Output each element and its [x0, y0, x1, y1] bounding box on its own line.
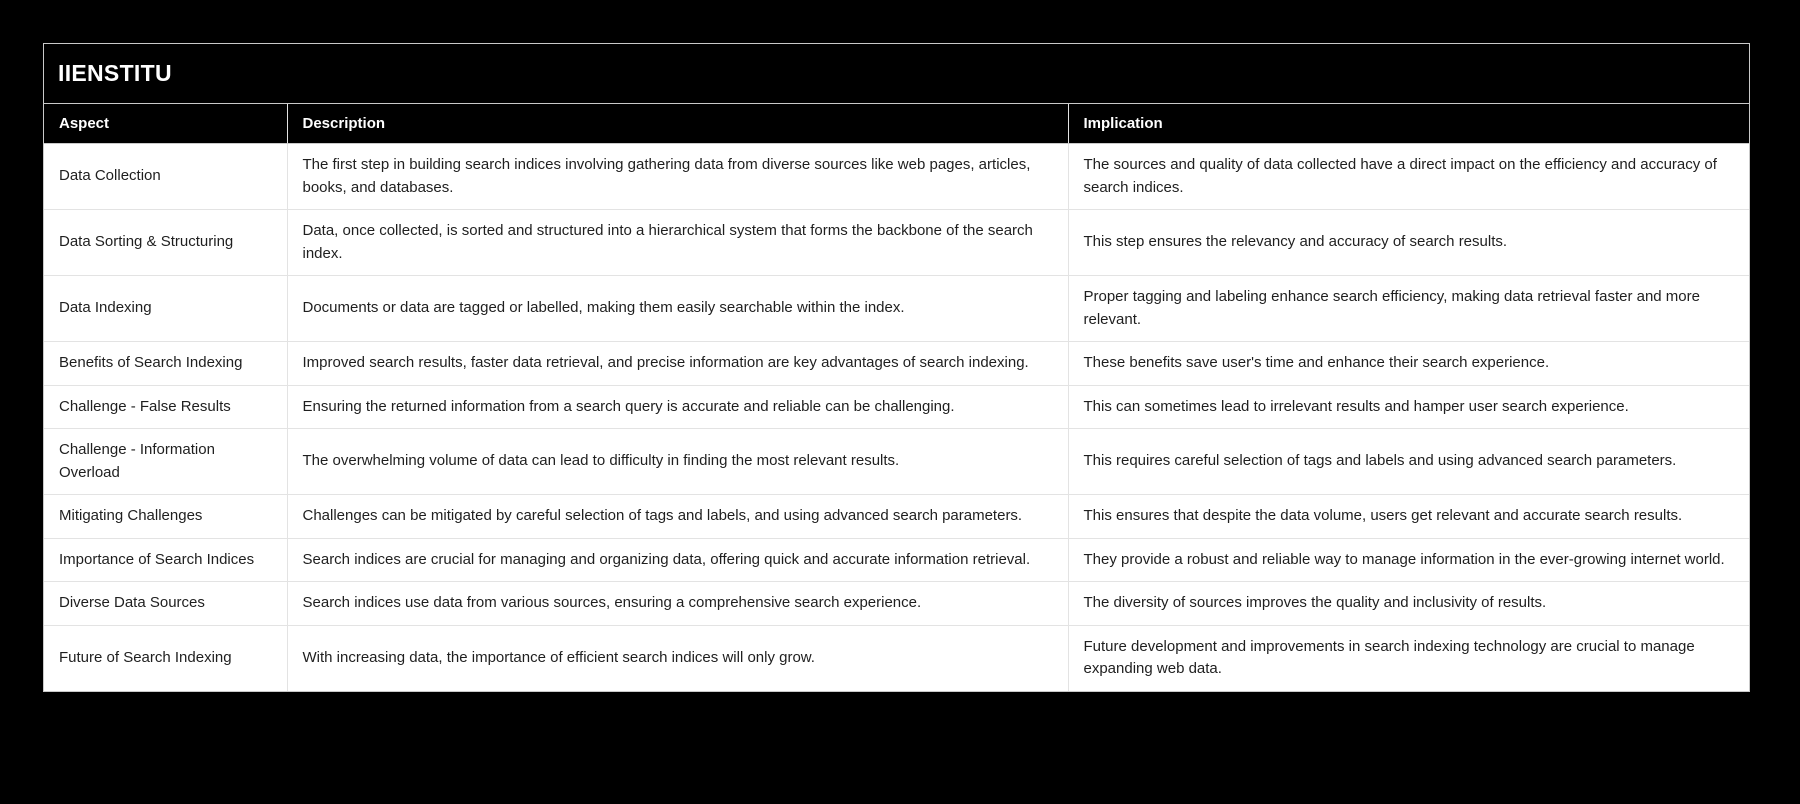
table-row: [44, 210, 1749, 276]
description-cell: With increasing data, the importance of efficient search indices will only grow.: [287, 625, 1068, 691]
description-cell: The first step in building search indices involving gathering data from diverse sources like web pages, articles, books, and databases.: [287, 144, 1068, 210]
aspect-cell: Data Indexing: [44, 276, 287, 342]
table-container: [43, 43, 1750, 692]
description-cell: Search indices are crucial for managing and organizing data, offering quick and accurate information retrieval.: [287, 538, 1068, 582]
table-row: [44, 144, 1749, 210]
table-row: [44, 495, 1749, 539]
table-header: [44, 104, 1749, 144]
description-cell: Improved search results, faster data retrieval, and precise information are key advantages of search indexing.: [287, 342, 1068, 386]
aspect-cell: Challenge - False Results: [44, 385, 287, 429]
table-row: [44, 385, 1749, 429]
description-cell: The overwhelming volume of data can lead to difficulty in finding the most relevant results.: [287, 429, 1068, 495]
description-cell: Search indices use data from various sources, ensuring a comprehensive search experience.: [287, 582, 1068, 626]
table-title: IIENSTITU: [44, 44, 1749, 104]
table-row: [44, 342, 1749, 386]
table-row: [44, 429, 1749, 495]
aspect-cell: Mitigating Challenges: [44, 495, 287, 539]
implication-cell: This ensures that despite the data volume, users get relevant and accurate search results.: [1068, 495, 1749, 539]
implication-cell: The diversity of sources improves the quality and inclusivity of results.: [1068, 582, 1749, 626]
table-row: [44, 625, 1749, 691]
table-row: [44, 538, 1749, 582]
implication-cell: Future development and improvements in search indexing technology are crucial to manage expanding web data.: [1068, 625, 1749, 691]
column-header-aspect: Aspect: [44, 104, 287, 144]
implication-cell: They provide a robust and reliable way to manage information in the ever-growing internet world.: [1068, 538, 1749, 582]
description-cell: Challenges can be mitigated by careful selection of tags and labels, and using advanced search parameters.: [287, 495, 1068, 539]
data-table: [44, 104, 1749, 691]
column-header-description: Description: [287, 104, 1068, 144]
table-row: [44, 582, 1749, 626]
description-cell: Ensuring the returned information from a search query is accurate and reliable can be challenging.: [287, 385, 1068, 429]
implication-cell: This step ensures the relevancy and accuracy of search results.: [1068, 210, 1749, 276]
aspect-cell: Data Sorting & Structuring: [44, 210, 287, 276]
table-body: [44, 144, 1749, 691]
implication-cell: These benefits save user's time and enhance their search experience.: [1068, 342, 1749, 386]
implication-cell: Proper tagging and labeling enhance search efficiency, making data retrieval faster and more relevant.: [1068, 276, 1749, 342]
aspect-cell: Future of Search Indexing: [44, 625, 287, 691]
aspect-cell: Data Collection: [44, 144, 287, 210]
implication-cell: This can sometimes lead to irrelevant results and hamper user search experience.: [1068, 385, 1749, 429]
aspect-cell: Challenge - Information Overload: [44, 429, 287, 495]
aspect-cell: Diverse Data Sources: [44, 582, 287, 626]
implication-cell: This requires careful selection of tags and labels and using advanced search parameters.: [1068, 429, 1749, 495]
description-cell: Documents or data are tagged or labelled, making them easily searchable within the index.: [287, 276, 1068, 342]
description-cell: Data, once collected, is sorted and structured into a hierarchical system that forms the backbone of the search index.: [287, 210, 1068, 276]
aspect-cell: Benefits of Search Indexing: [44, 342, 287, 386]
table-row: [44, 276, 1749, 342]
implication-cell: The sources and quality of data collected have a direct impact on the efficiency and accuracy of search indices.: [1068, 144, 1749, 210]
column-header-implication: Implication: [1068, 104, 1749, 144]
aspect-cell: Importance of Search Indices: [44, 538, 287, 582]
header-row: [44, 104, 1749, 144]
